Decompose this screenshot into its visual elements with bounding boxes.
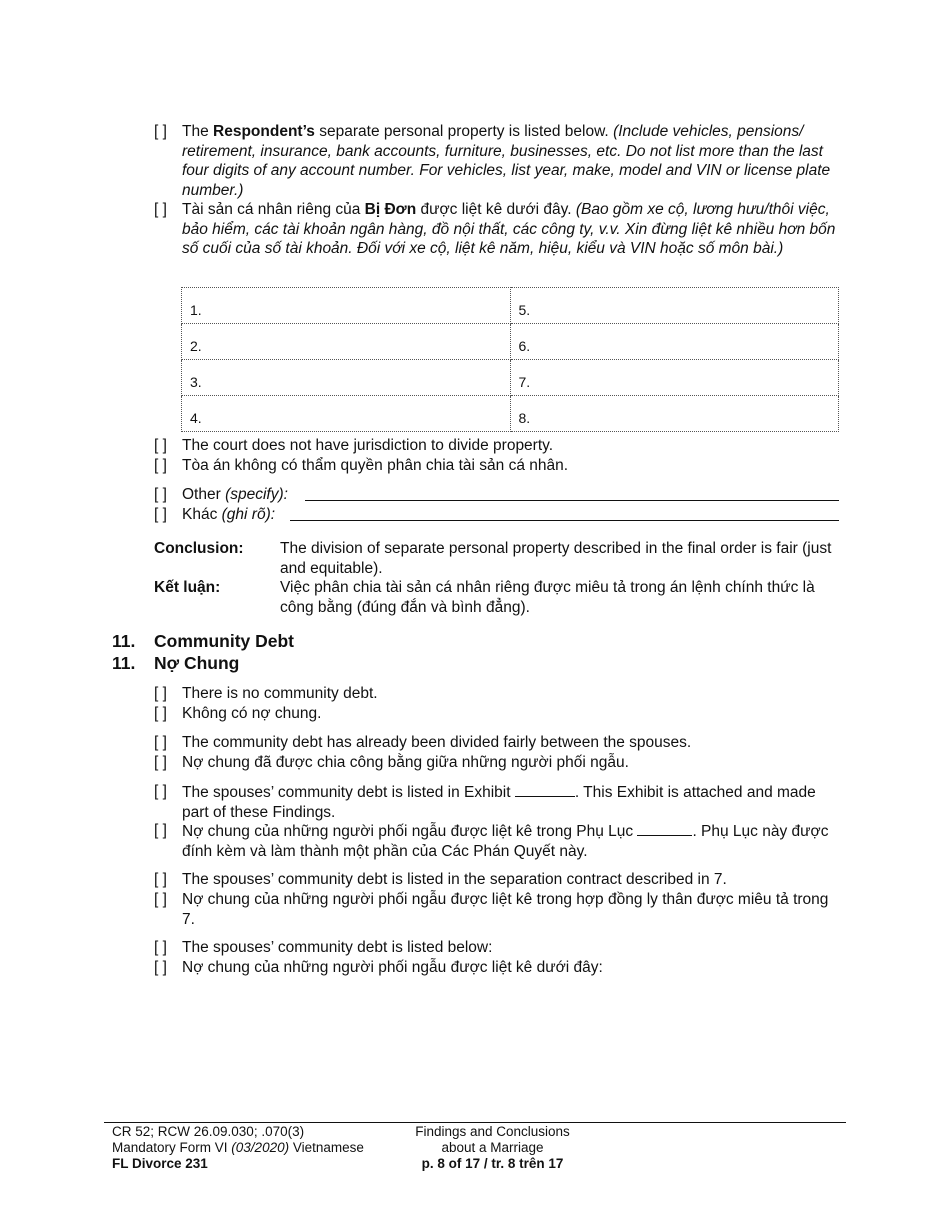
footer-form-title: Findings and Conclusions: [415, 1124, 570, 1139]
other-vi-field[interactable]: [290, 520, 839, 521]
section-title: Community Debt: [154, 631, 294, 651]
property-cell-7[interactable]: 7.: [510, 360, 839, 396]
exhibit-en-text: The spouses’ community debt is listed in Exhibit . This Exhibit is attached and made part of these Findings.: [182, 784, 816, 821]
property-cell-1[interactable]: 1.: [182, 288, 511, 324]
checkbox[interactable]: [ ]: [154, 437, 167, 454]
divided-vi-text: Nợ chung đã được chia công bằng giữa những người phối ngẫu.: [182, 754, 629, 771]
other-en-label: Other (specify):: [182, 486, 288, 503]
checkbox[interactable]: [ ]: [154, 457, 167, 474]
table-row: [182, 360, 839, 396]
respondent-property-vi-text: Tài sản cá nhân riêng của Bị Đơn được liệt kê dưới đây. (Bao gồm xe cộ, lương hưu/thôi việc, bảo hiểm, các tài khoản ngân hàng, đồ nội thất, các công ty, v.v. Xin đừng liệt kê nhiều hơn bốn số cuối của số tài khoản. Đối với xe cộ, liệt kê năm, hiệu, kiểu và VIN hoặc số môn bài.): [182, 201, 836, 257]
footer-form-subtitle: about a Marriage: [441, 1140, 544, 1155]
no-jurisdiction-vi-text: Tòa án không có thẩm quyền phân chia tài sản cá nhân.: [182, 457, 569, 474]
other-en-field[interactable]: [305, 500, 839, 501]
footer-center: [400, 1124, 585, 1172]
exhibit-number-field-vi[interactable]: [637, 821, 692, 836]
checkbox[interactable]: [ ]: [154, 754, 167, 771]
checkbox[interactable]: [ ]: [154, 959, 167, 976]
exhibit-number-field[interactable]: [515, 782, 575, 797]
property-cell-8[interactable]: 8.: [510, 396, 839, 432]
property-cell-3[interactable]: 3.: [182, 360, 511, 396]
property-cell-6[interactable]: 6.: [510, 324, 839, 360]
checkbox[interactable]: [ ]: [154, 939, 167, 956]
checkbox[interactable]: [ ]: [154, 783, 167, 800]
conclusion-vi-text: Việc phân chia tài sản cá nhân riêng được miêu tả trong án lệnh chính thức là công bằng (đúng đắn và bình đẳng).: [280, 579, 815, 616]
footer-form-id: FL Divorce 231: [112, 1156, 208, 1171]
footer-form-version: Mandatory Form VI (03/2020) Vietnamese: [112, 1140, 364, 1155]
no-jurisdiction-en-text: The court does not have jurisdiction to divide property.: [182, 437, 554, 454]
contract-vi-text: Nợ chung của những người phối ngẫu được liệt kê trong hợp đồng ly thân được miêu tả trong 7.: [182, 891, 829, 928]
below-en-text: The spouses’ community debt is listed below:: [182, 939, 493, 956]
conclusion-vi-label: Kết luận:: [154, 579, 221, 596]
other-vi-label: Khác (ghi rõ):: [182, 506, 276, 523]
table-row: [182, 288, 839, 324]
checkbox[interactable]: [ ]: [154, 506, 167, 523]
divided-en-text: The community debt has already been divided fairly between the spouses.: [182, 734, 692, 751]
checkbox[interactable]: [ ]: [154, 734, 167, 751]
footer-left: [112, 1124, 364, 1172]
contract-en-text: The spouses’ community debt is listed in the separation contract described in 7.: [182, 871, 727, 888]
checkbox[interactable]: [ ]: [154, 123, 167, 140]
footer-divider: [104, 1122, 846, 1123]
no-debt-vi-text: Không có nợ chung.: [182, 705, 322, 722]
checkbox[interactable]: [ ]: [154, 891, 167, 908]
checkbox[interactable]: [ ]: [154, 486, 167, 503]
conclusion-text: The division of separate personal property described in the final order is fair (just and equitable).: [280, 540, 832, 577]
section-title-vi: Nợ Chung: [154, 653, 240, 673]
table-row: [182, 396, 839, 432]
property-table: [181, 287, 839, 432]
page-number: p. 8 of 17 / tr. 8 trên 17: [421, 1156, 564, 1171]
checkbox[interactable]: [ ]: [154, 871, 167, 888]
checkbox[interactable]: [ ]: [154, 685, 167, 702]
property-cell-2[interactable]: 2.: [182, 324, 511, 360]
exhibit-vi-text: Nợ chung của những người phối ngẫu được liệt kê trong Phụ Lục . Phụ Lục này được đính kèm và làm thành một phần của Các Phán Quyết này.: [182, 823, 829, 860]
table-row: [182, 324, 839, 360]
checkbox[interactable]: [ ]: [154, 822, 167, 839]
below-vi-text: Nợ chung của những người phối ngẫu được liệt kê dưới đây:: [182, 959, 603, 976]
conclusion-label: Conclusion:: [154, 540, 244, 557]
no-debt-en-text: There is no community debt.: [182, 685, 378, 702]
section-number-vi: 11.: [112, 653, 136, 673]
property-cell-4[interactable]: 4.: [182, 396, 511, 432]
respondent-property-en-text: The Respondent’s separate personal property is listed below. (Include vehicles, pensions/ retirement, insurance, bank accounts, furniture, businesses, etc. Do not list more than the last four digits of any account number. For vehicles, list year, make, model and VIN or license plate number.): [182, 123, 831, 199]
footer-citation: CR 52; RCW 26.09.030; .070(3): [112, 1124, 305, 1139]
property-cell-5[interactable]: 5.: [510, 288, 839, 324]
checkbox[interactable]: [ ]: [154, 705, 167, 722]
section-number: 11.: [112, 631, 136, 651]
checkbox[interactable]: [ ]: [154, 201, 167, 218]
